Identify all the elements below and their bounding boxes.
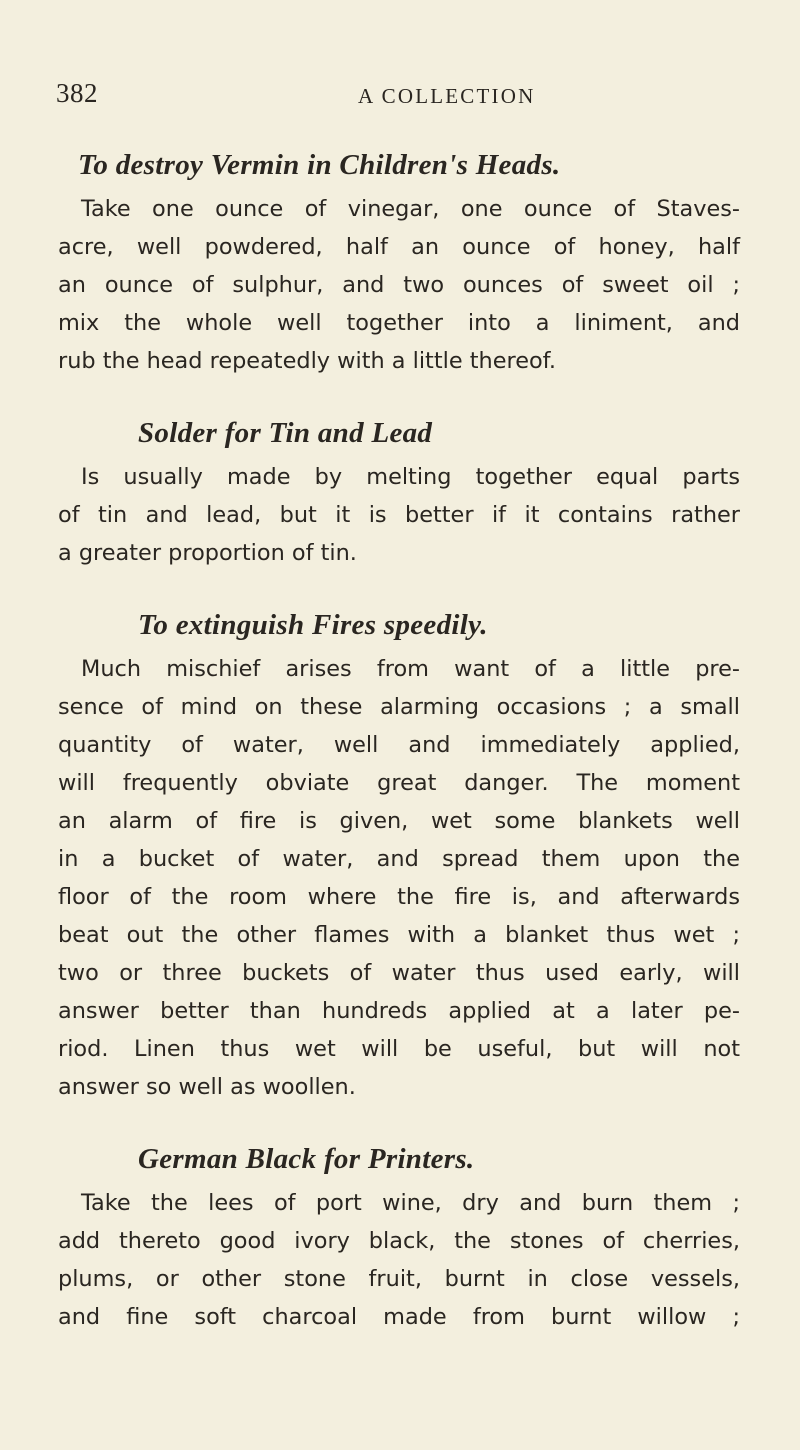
text-line: add thereto good ivory black, the stones of cherries, xyxy=(58,1228,740,1254)
text-line: in a bucket of water, and spread them upon the xyxy=(58,846,740,872)
recipe-body xyxy=(58,650,740,1106)
text-line: two or three buckets of water thus used early, will xyxy=(58,960,740,986)
recipe-title: To extinguish Fires speedily. xyxy=(138,609,488,641)
recipe-fires xyxy=(58,606,740,1106)
recipe-body xyxy=(58,1184,740,1336)
text-line: and fine soft charcoal made from burnt willow ; xyxy=(58,1304,740,1330)
text-line: Much mischief arises from want of a little pre- xyxy=(81,656,740,682)
text-line: Take the lees of port wine, dry and burn them ; xyxy=(81,1190,740,1216)
text-line: will frequently obviate great danger. The moment xyxy=(58,770,740,796)
text-line: an ounce of sulphur, and two ounces of sweet oil ; xyxy=(58,272,740,298)
recipe-title: To destroy Vermin in Children's Heads. xyxy=(78,149,561,181)
text-line: beat out the other flames with a blanket thus wet ; xyxy=(58,922,740,948)
recipe-solder xyxy=(58,414,740,572)
recipe-vermin xyxy=(58,146,740,380)
text-line: acre, well powdered, half an ounce of honey, half xyxy=(58,234,740,260)
text-line: quantity of water, well and immediately applied, xyxy=(58,732,740,758)
recipe-title: German Black for Printers. xyxy=(138,1143,475,1175)
recipe-title: Solder for Tin and Lead xyxy=(138,417,433,449)
text-line: plums, or other stone fruit, burnt in close vessels, xyxy=(58,1266,740,1292)
text-line: an alarm of fire is given, wet some blankets well xyxy=(58,808,740,834)
text-line: of tin and lead, but it is better if it contains rather xyxy=(58,502,740,528)
text-line: Is usually made by melting together equal parts xyxy=(81,464,740,490)
text-line: floor of the room where the fire is, and afterwards xyxy=(58,884,740,910)
text-line: sence of mind on these alarming occasions ; a small xyxy=(58,694,740,720)
text-line: answer better than hundreds applied at a later pe- xyxy=(58,998,740,1024)
page-header xyxy=(58,78,740,118)
page-number: 382 xyxy=(56,78,98,108)
recipe-body xyxy=(58,458,740,572)
text-line: answer so well as woollen. xyxy=(58,1074,356,1100)
text-line: riod. Linen thus wet will be useful, but will not xyxy=(58,1036,740,1062)
recipe-body xyxy=(58,190,740,380)
running-title: A COLLECTION xyxy=(358,84,536,108)
text-line: mix the whole well together into a liniment, and xyxy=(58,310,740,336)
text-line: rub the head repeatedly with a little thereof. xyxy=(58,348,557,374)
text-line: a greater proportion of tin. xyxy=(58,540,357,566)
text-line: Take one ounce of vinegar, one ounce of Staves- xyxy=(81,196,740,222)
recipe-german-black xyxy=(58,1140,740,1336)
